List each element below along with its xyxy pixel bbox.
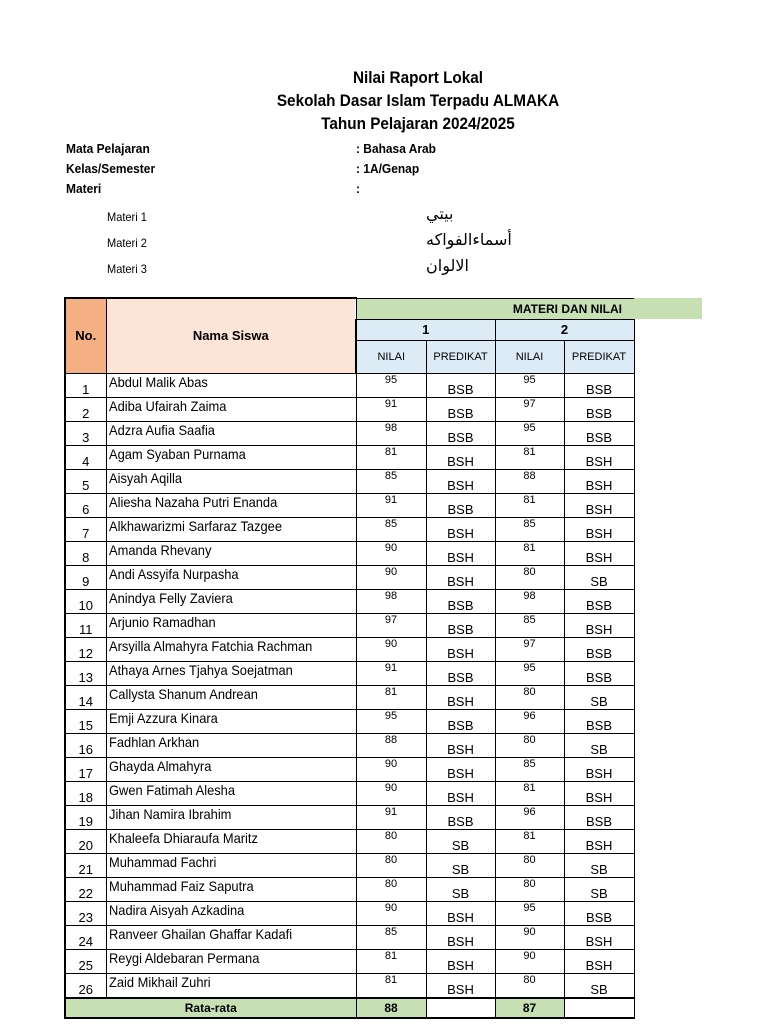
table-row xyxy=(65,877,703,901)
group-header-extension xyxy=(634,298,703,319)
table-row xyxy=(65,805,703,829)
nilai-1: 85 xyxy=(356,469,426,493)
table-row xyxy=(65,469,703,493)
materi-1-arabic: بيتي xyxy=(426,204,454,223)
blank-cell xyxy=(634,877,703,901)
predikat-1: BSB xyxy=(426,709,495,733)
nilai-1: 80 xyxy=(356,829,426,853)
predikat-2: BSH xyxy=(564,925,634,949)
predikat-2: BSH xyxy=(564,829,634,853)
table-row xyxy=(65,853,703,877)
blank-cell xyxy=(634,733,703,757)
student-name: Andi Assyifa Nurpasha xyxy=(106,565,356,589)
predikat-1: BSH xyxy=(426,901,495,925)
materi-number-2: 2 xyxy=(495,319,634,340)
predikat-1: BSB xyxy=(426,589,495,613)
table-row xyxy=(65,781,703,805)
table-row xyxy=(65,373,703,397)
predikat-2: SB xyxy=(564,733,634,757)
predikat-1: BSH xyxy=(426,445,495,469)
student-name: Zaid Mikhail Zuhri xyxy=(106,973,356,998)
predikat-1: BSH xyxy=(426,781,495,805)
predikat-1: BSH xyxy=(426,517,495,541)
predikat-1: BSH xyxy=(426,541,495,565)
nilai-1: 85 xyxy=(356,517,426,541)
average-predikat-1 xyxy=(426,998,495,1018)
blank-cell xyxy=(634,541,703,565)
subject-value: : Bahasa Arab xyxy=(356,141,436,156)
row-number: 10 xyxy=(65,589,106,613)
blank-cell xyxy=(634,517,703,541)
table-row xyxy=(65,565,703,589)
student-name: Fadhlan Arkhan xyxy=(106,733,356,757)
nilai-1: 91 xyxy=(356,661,426,685)
blank-cell xyxy=(634,925,703,949)
nilai-2: 95 xyxy=(495,901,564,925)
blank-cell xyxy=(634,685,703,709)
blank-cell xyxy=(634,397,703,421)
nilai-2: 81 xyxy=(495,541,564,565)
table-row xyxy=(65,637,703,661)
blank-cell xyxy=(634,829,703,853)
nilai-1: 90 xyxy=(356,541,426,565)
row-number: 16 xyxy=(65,733,106,757)
table-row xyxy=(65,925,703,949)
student-name: Muhammad Faiz Saputra xyxy=(106,877,356,901)
predikat-2: BSH xyxy=(564,613,634,637)
materi-number-1: 1 xyxy=(356,319,495,340)
student-name: Amanda Rhevany xyxy=(106,541,356,565)
materi-2-arabic: أسماءالفواكه xyxy=(426,230,512,249)
group-header-materi: MATERI DAN NILAI xyxy=(356,298,634,319)
row-number: 6 xyxy=(65,493,106,517)
student-name: Reygi Aldebaran Permana xyxy=(106,949,356,973)
blank-cell xyxy=(634,781,703,805)
nilai-1: 90 xyxy=(356,565,426,589)
row-number: 8 xyxy=(65,541,106,565)
table-row xyxy=(65,733,703,757)
table-row xyxy=(65,517,703,541)
predikat-2: BSH xyxy=(564,949,634,973)
table-row xyxy=(65,757,703,781)
row-number: 20 xyxy=(65,829,106,853)
blank-cell xyxy=(634,853,703,877)
nilai-1: 91 xyxy=(356,805,426,829)
blank-cell xyxy=(634,319,703,340)
predikat-2: BSB xyxy=(564,661,634,685)
predikat-1: BSB xyxy=(426,421,495,445)
blank-cell xyxy=(634,469,703,493)
student-name: Emji Azzura Kinara xyxy=(106,709,356,733)
blank-cell xyxy=(634,421,703,445)
average-label: Rata-rata xyxy=(65,998,356,1018)
class-value: : 1A/Genap xyxy=(356,161,420,176)
student-name: Alkhawarizmi Sarfaraz Tazgee xyxy=(106,517,356,541)
nilai-1: 80 xyxy=(356,877,426,901)
predikat-1: BSH xyxy=(426,637,495,661)
sub-header-nilai-2: NILAI xyxy=(495,340,564,373)
table-row xyxy=(65,421,703,445)
row-number: 11 xyxy=(65,613,106,637)
table-row xyxy=(65,685,703,709)
nilai-1: 98 xyxy=(356,589,426,613)
student-name: Athaya Arnes Tjahya Soejatman xyxy=(106,661,356,685)
predikat-1: BSB xyxy=(426,373,495,397)
table-row xyxy=(65,661,703,685)
nilai-1: 95 xyxy=(356,373,426,397)
predikat-2: SB xyxy=(564,973,634,998)
predikat-2: BSH xyxy=(564,517,634,541)
table-row xyxy=(65,901,703,925)
blank-cell xyxy=(634,973,703,998)
document-title: Nilai Raport Lokal xyxy=(352,68,484,87)
blank-cell xyxy=(634,998,703,1018)
nilai-1: 98 xyxy=(356,421,426,445)
predikat-1: BSH xyxy=(426,733,495,757)
average-row xyxy=(65,998,703,1018)
student-name: Anindya Felly Zaviera xyxy=(106,589,356,613)
predikat-2: BSB xyxy=(564,901,634,925)
row-number: 19 xyxy=(65,805,106,829)
predikat-2: BSB xyxy=(564,709,634,733)
predikat-1: BSB xyxy=(426,397,495,421)
predikat-2: SB xyxy=(564,565,634,589)
nilai-2: 95 xyxy=(495,661,564,685)
predikat-1: BSB xyxy=(426,493,495,517)
student-name: Arjunio Ramadhan xyxy=(106,613,356,637)
nilai-2: 85 xyxy=(495,613,564,637)
blank-cell xyxy=(634,445,703,469)
student-name: Agam Syaban Purnama xyxy=(106,445,356,469)
nilai-1: 95 xyxy=(356,709,426,733)
row-number: 24 xyxy=(65,925,106,949)
student-name: Adzra Aufia Saafia xyxy=(106,421,356,445)
academic-year: Tahun Pelajaran 2024/2025 xyxy=(321,114,515,133)
nilai-2: 80 xyxy=(495,973,564,998)
nilai-1: 90 xyxy=(356,901,426,925)
nilai-2: 97 xyxy=(495,397,564,421)
predikat-2: BSH xyxy=(564,541,634,565)
predikat-1: BSB xyxy=(426,805,495,829)
row-number: 18 xyxy=(65,781,106,805)
student-name: Aisyah Aqilla xyxy=(106,469,356,493)
materi-2-label: Materi 2 xyxy=(107,236,147,250)
blank-cell xyxy=(634,340,703,373)
nilai-2: 80 xyxy=(495,877,564,901)
blank-cell xyxy=(634,493,703,517)
average-nilai-2: 87 xyxy=(495,998,564,1018)
sub-header-predikat-2: PREDIKAT xyxy=(564,340,634,373)
predikat-2: BSB xyxy=(564,397,634,421)
predikat-1: BSH xyxy=(426,949,495,973)
predikat-2: SB xyxy=(564,877,634,901)
predikat-2: SB xyxy=(564,685,634,709)
nilai-2: 90 xyxy=(495,949,564,973)
column-header-name: Nama Siswa xyxy=(106,298,356,373)
nilai-1: 80 xyxy=(356,853,426,877)
table-row xyxy=(65,949,703,973)
sub-header-predikat-1: PREDIKAT xyxy=(426,340,495,373)
nilai-2: 98 xyxy=(495,589,564,613)
table-row xyxy=(65,589,703,613)
predikat-1: BSH xyxy=(426,469,495,493)
blank-cell xyxy=(634,613,703,637)
nilai-1: 91 xyxy=(356,397,426,421)
predikat-1: BSH xyxy=(426,757,495,781)
predikat-1: BSB xyxy=(426,613,495,637)
blank-cell xyxy=(634,949,703,973)
nilai-1: 91 xyxy=(356,493,426,517)
predikat-2: SB xyxy=(564,853,634,877)
nilai-2: 90 xyxy=(495,925,564,949)
nilai-2: 96 xyxy=(495,709,564,733)
predikat-2: BSB xyxy=(564,373,634,397)
table-row xyxy=(65,829,703,853)
row-number: 13 xyxy=(65,661,106,685)
blank-cell xyxy=(634,637,703,661)
predikat-1: BSB xyxy=(426,661,495,685)
predikat-2: BSH xyxy=(564,445,634,469)
sub-header-nilai-1: NILAI xyxy=(356,340,426,373)
predikat-1: SB xyxy=(426,853,495,877)
blank-cell xyxy=(634,661,703,685)
row-number: 23 xyxy=(65,901,106,925)
nilai-1: 97 xyxy=(356,613,426,637)
predikat-1: BSH xyxy=(426,973,495,998)
nilai-1: 85 xyxy=(356,925,426,949)
nilai-2: 81 xyxy=(495,445,564,469)
nilai-1: 81 xyxy=(356,685,426,709)
nilai-1: 88 xyxy=(356,733,426,757)
row-number: 15 xyxy=(65,709,106,733)
average-predikat-2 xyxy=(564,998,634,1018)
row-number: 17 xyxy=(65,757,106,781)
nilai-2: 80 xyxy=(495,565,564,589)
materi-3-arabic: الالوان xyxy=(426,256,469,275)
student-name: Ghayda Almahyra xyxy=(106,757,356,781)
nilai-1: 90 xyxy=(356,757,426,781)
nilai-2: 80 xyxy=(495,685,564,709)
student-name: Arsyilla Almahyra Fatchia Rachman xyxy=(106,637,356,661)
student-name: Muhammad Fachri xyxy=(106,853,356,877)
student-name: Khaleefa Dhiaraufa Maritz xyxy=(106,829,356,853)
nilai-2: 96 xyxy=(495,805,564,829)
table-row xyxy=(65,973,703,998)
table-row xyxy=(65,613,703,637)
predikat-2: BSB xyxy=(564,637,634,661)
column-header-no: No. xyxy=(65,298,106,373)
row-number: 3 xyxy=(65,421,106,445)
row-number: 5 xyxy=(65,469,106,493)
nilai-2: 81 xyxy=(495,781,564,805)
student-name: Abdul Malik Abas xyxy=(106,373,356,397)
nilai-2: 95 xyxy=(495,421,564,445)
predikat-1: BSH xyxy=(426,685,495,709)
nilai-2: 88 xyxy=(495,469,564,493)
student-name: Callysta Shanum Andrean xyxy=(106,685,356,709)
document-title-block xyxy=(0,66,768,135)
table-row xyxy=(65,709,703,733)
student-name: Adiba Ufairah Zaima xyxy=(106,397,356,421)
materi-value: : xyxy=(356,181,360,196)
row-number: 22 xyxy=(65,877,106,901)
student-name: Gwen Fatimah Alesha xyxy=(106,781,356,805)
nilai-1: 90 xyxy=(356,637,426,661)
nilai-2: 85 xyxy=(495,517,564,541)
row-number: 14 xyxy=(65,685,106,709)
row-number: 21 xyxy=(65,853,106,877)
row-number: 7 xyxy=(65,517,106,541)
predikat-2: BSB xyxy=(564,589,634,613)
predikat-2: BSB xyxy=(564,805,634,829)
grades-table xyxy=(64,297,704,1019)
table-row xyxy=(65,397,703,421)
predikat-2: BSH xyxy=(564,469,634,493)
average-nilai-1: 88 xyxy=(356,998,426,1018)
row-number: 1 xyxy=(65,373,106,397)
table-row xyxy=(65,541,703,565)
predikat-2: BSB xyxy=(564,421,634,445)
blank-cell xyxy=(634,901,703,925)
nilai-1: 90 xyxy=(356,781,426,805)
student-name: Aliesha Nazaha Putri Enanda xyxy=(106,493,356,517)
table-row xyxy=(65,493,703,517)
class-label: Kelas/Semester xyxy=(66,161,156,176)
nilai-2: 85 xyxy=(495,757,564,781)
predikat-1: SB xyxy=(426,829,495,853)
row-number: 25 xyxy=(65,949,106,973)
row-number: 4 xyxy=(65,445,106,469)
blank-cell xyxy=(634,589,703,613)
row-number: 26 xyxy=(65,973,106,998)
materi-label: Materi xyxy=(66,181,102,196)
student-name: Ranveer Ghailan Ghaffar Kadafi xyxy=(106,925,356,949)
nilai-2: 81 xyxy=(495,493,564,517)
predikat-2: BSH xyxy=(564,781,634,805)
materi-1-label: Materi 1 xyxy=(107,210,147,224)
nilai-2: 95 xyxy=(495,373,564,397)
predikat-2: BSH xyxy=(564,757,634,781)
nilai-2: 97 xyxy=(495,637,564,661)
student-name: Jihan Namira Ibrahim xyxy=(106,805,356,829)
table-row xyxy=(65,445,703,469)
blank-cell xyxy=(634,709,703,733)
nilai-1: 81 xyxy=(356,973,426,998)
row-number: 2 xyxy=(65,397,106,421)
predikat-1: SB xyxy=(426,877,495,901)
student-name: Nadira Aisyah Azkadina xyxy=(106,901,356,925)
school-name: Sekolah Dasar Islam Terpadu ALMAKA xyxy=(276,91,560,110)
nilai-1: 81 xyxy=(356,445,426,469)
predikat-2: BSH xyxy=(564,493,634,517)
nilai-2: 81 xyxy=(495,829,564,853)
nilai-2: 80 xyxy=(495,853,564,877)
blank-cell xyxy=(634,757,703,781)
predikat-1: BSH xyxy=(426,565,495,589)
nilai-2: 80 xyxy=(495,733,564,757)
nilai-1: 81 xyxy=(356,949,426,973)
materi-3-label: Materi 3 xyxy=(107,262,147,276)
row-number: 9 xyxy=(65,565,106,589)
row-number: 12 xyxy=(65,637,106,661)
blank-cell xyxy=(634,565,703,589)
subject-label: Mata Pelajaran xyxy=(66,141,150,156)
blank-cell xyxy=(634,805,703,829)
predikat-1: BSH xyxy=(426,925,495,949)
blank-cell xyxy=(634,373,703,397)
